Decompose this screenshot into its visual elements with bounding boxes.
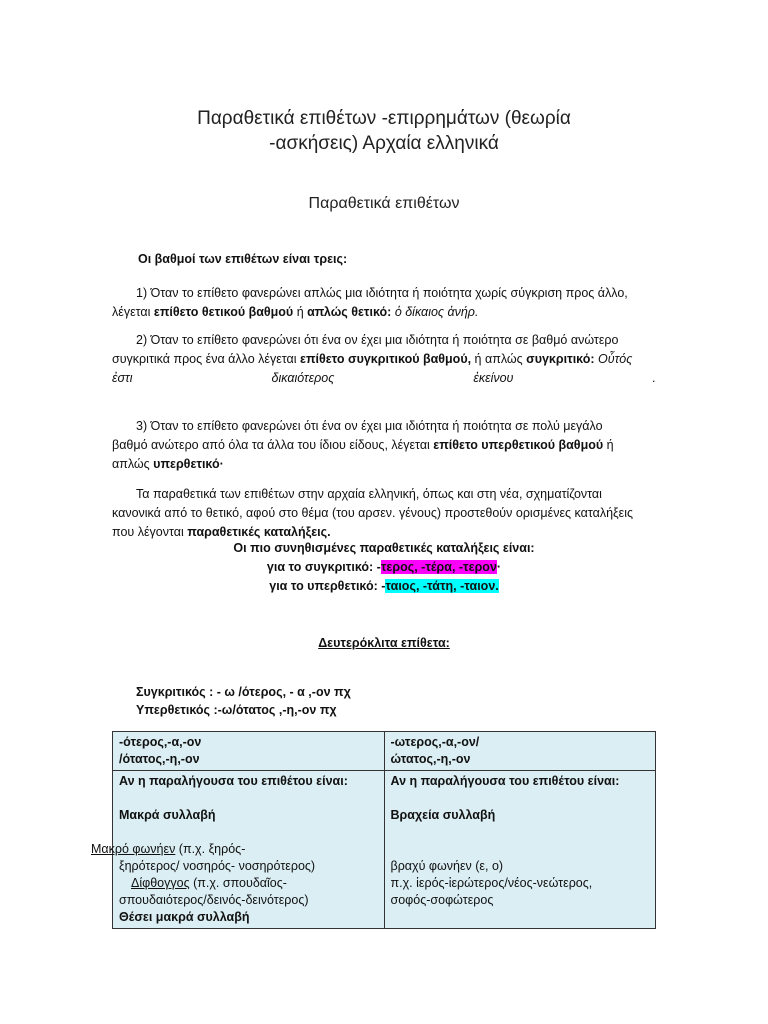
item-1-connector: ή <box>293 305 308 319</box>
superlative-label: για το υπερθετικό: - <box>269 579 386 593</box>
endings-term: παραθετικές καταλήξεις. <box>187 525 331 539</box>
item-2-paragraph <box>112 331 656 388</box>
right-syllable: Βραχεία συλλαβή <box>390 808 496 822</box>
item-2-line-2 <box>112 350 656 369</box>
table-cell-right-body <box>384 771 656 929</box>
superlative-endings <box>112 577 656 596</box>
left-head-line-1: -ότερος,-α,-ον <box>119 735 202 749</box>
superlative-pattern: Υπερθετικός :-ω/ότατος ,-η,-ον πχ <box>136 703 337 717</box>
item-2-line-3 <box>112 369 656 388</box>
diphthong-example: (π.χ. σπουδαῖος- <box>189 876 287 890</box>
comparative-label: για το συγκριτικό: - <box>266 560 381 574</box>
left-head-line-2: /ότατος,-η,-ον <box>119 752 200 766</box>
long-vowel-line <box>91 841 378 858</box>
item-1-term: επίθετο θετικού βαθμού <box>153 305 294 319</box>
left-syllable: Μακρά συλλαβή <box>119 808 216 822</box>
right-head-line-1: -ωτερος,-α,-ον/ <box>390 735 480 749</box>
item-1-term-2: απλώς θετικό: <box>307 305 392 319</box>
comparative-value: τερος, -τέρα, -τερον <box>380 560 497 574</box>
right-condition: Αν η παραλήγουσα του επιθέτου είναι: <box>390 774 620 788</box>
title-line-1: Παραθετικά επιθέτων -επιρρημάτων (θεωρία <box>197 108 571 129</box>
item-3-line-3 <box>112 455 656 474</box>
item-1-line-2 <box>112 303 656 322</box>
endings-paragraph <box>112 485 656 542</box>
item-1-paragraph <box>112 284 656 322</box>
endings-list <box>112 539 656 596</box>
table-row <box>113 771 656 929</box>
document-title <box>110 106 658 156</box>
title-line-2: -ασκήσεις) Αρχαία ελληνικά <box>269 133 499 154</box>
endings-table <box>91 731 656 929</box>
item-2-term-2: συγκριτικό: <box>526 352 595 366</box>
comparative-tail: · <box>496 560 502 574</box>
long-vowel-term: Μακρό φωνήεν <box>91 842 176 856</box>
item-3-text: βαθμό ανώτερο από όλα τα άλλα του ίδιου είδους, λέγεται <box>112 438 434 452</box>
comparative-pattern: Συγκριτικός : - ω /ότερος, - α ,-ον πχ <box>136 685 351 699</box>
position-long-syllable: Θέσει μακρά συλλαβή <box>119 910 250 924</box>
right-head-line-2: ώτατος,-η,-ον <box>390 752 471 766</box>
diphthong-term: Δίφθογγος <box>131 876 190 890</box>
short-vowel-example-2: σοφός-σοφώτερος <box>390 893 494 907</box>
item-2-example-word: ἐστι <box>112 371 133 385</box>
left-condition: Αν η παραλήγουσα του επιθέτου είναι: <box>119 774 348 788</box>
section-2-heading: Δευτερόκλιτα επίθετα: <box>318 636 450 650</box>
item-2-line-1: 2) Όταν το επίθετο φανερώνει ότι ένα ον έχει μια ιδιότητα ή ποιότητα σε βαθμό ανώτερο <box>136 333 619 347</box>
item-2-term: επίθετο συγκριτικού βαθμού, <box>300 352 472 366</box>
table-row <box>113 732 656 771</box>
diphthong-line <box>119 875 378 892</box>
endings-text: που λέγονται <box>112 525 188 539</box>
item-1-line-1: 1) Όταν το επίθετο φανερώνει απλώς μια ιδιότητα ή ποιότητα χωρίς σύγκριση προς άλλο, <box>136 286 628 300</box>
diphthong-example-2: σπουδαιότερος/δεινός-δεινότερος) <box>119 893 309 907</box>
item-3-paragraph <box>112 417 656 474</box>
table-cell-right-head <box>384 732 656 771</box>
table-cell-left-head <box>113 732 385 771</box>
item-2-example-start: Οὗτός <box>594 352 633 366</box>
item-2-example-word: δικαιότερος <box>271 371 335 385</box>
item-2-connector: ή απλώς <box>471 352 527 366</box>
item-2-example-period: . <box>652 371 656 385</box>
item-2-text: συγκριτικά προς ένα άλλο λέγεται <box>112 352 301 366</box>
comparative-endings <box>112 558 656 577</box>
item-3-line-1: 3) Όταν το επίθετο φανερώνει ότι ένα ον έχει μια ιδιότητα ή ποιότητα σε πολύ μεγάλο <box>136 419 603 433</box>
section-subtitle: Παραθετικά επιθέτων <box>308 195 460 212</box>
item-3-term-2: υπερθετικό· <box>153 457 224 471</box>
endings-heading: Οι πιο συνηθισμένες παραθετικές καταλήξεις είναι: <box>233 541 535 555</box>
item-1-example: ὁ δίκαιος ἀνήρ. <box>391 305 479 319</box>
item-3-term: επίθετο υπερθετικού βαθμού <box>433 438 604 452</box>
item-3-line-2 <box>112 436 656 455</box>
intro-line: Οι βαθμοί των επιθέτων είναι τρεις: <box>138 252 348 266</box>
item-3-text-2: απλώς <box>112 457 154 471</box>
superlative-value: ταιος, -τάτη, -ταιον. <box>385 579 499 593</box>
item-1-text: λέγεται <box>112 305 154 319</box>
item-2-example-word: ἐκείνου <box>473 371 514 385</box>
short-vowel: βραχύ φωνήεν (ε, ο) <box>390 859 504 873</box>
endings-line-2: κανονικά από το θετικό, αφού στο θέμα (του αρσεν. γένους) προστεθούν ορισμένες καταλήξεις <box>112 506 633 520</box>
item-3-connector: ή <box>603 438 614 452</box>
short-vowel-example-1: π.χ. ἱερός-ἱερώτερος/νέος-νεώτερος, <box>390 876 593 890</box>
long-vowel-example-2: ξηρότερος/ νοσηρός- νοσηρότερος) <box>119 859 316 873</box>
endings-line-1: Τα παραθετικά των επιθέτων στην αρχαία ελληνική, όπως και στη νέα, σχηματίζονται <box>136 487 602 501</box>
long-vowel-example: (π.χ. ξηρός- <box>175 842 246 856</box>
table-cell-left-body <box>91 771 385 929</box>
